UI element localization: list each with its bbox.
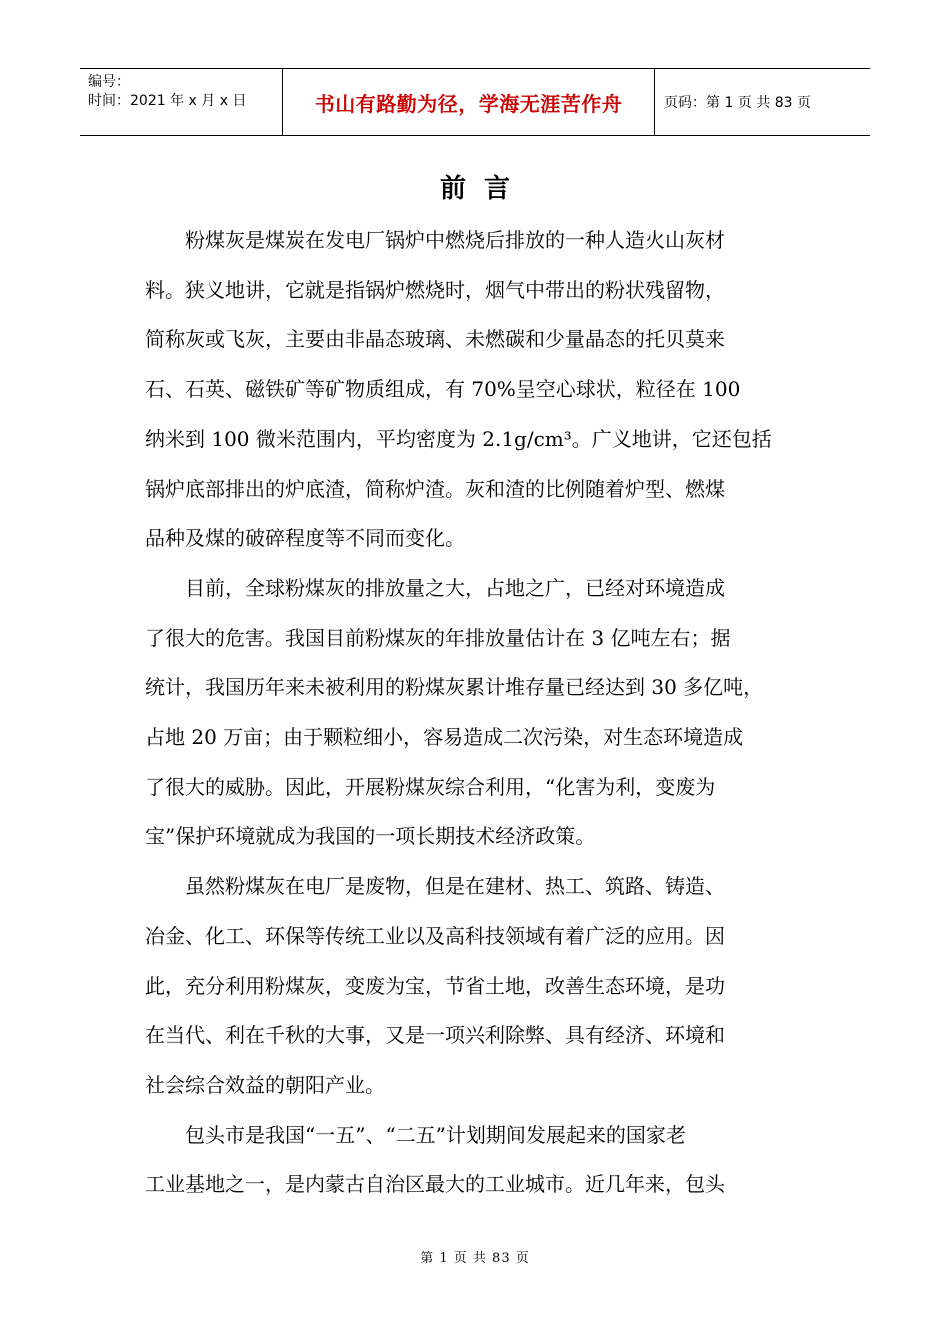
document-title: 前言 [439,174,528,204]
body-line: 在当代、利在千秋的大事，又是一项兴利除弊、具有经济、环境和 [145,1023,725,1048]
document-date-label: 时间：2021 年 x 月 x 日 [88,93,247,109]
header-table [80,68,870,136]
document-number-label: 编号： [88,74,130,90]
header-page-info: 页码：第 1 页 共 83 页 [664,95,811,111]
body-line: 工业基地之一，是内蒙古自治区最大的工业城市。近几年来，包头 [145,1172,725,1197]
body-line: 粉煤灰是煤炭在发电厂锅炉中燃烧后排放的一种人造火山灰材 [145,228,725,252]
body-line: 简称灰或飞灰，主要由非晶态玻璃、未燃碳和少量晶态的托贝莫来 [145,327,725,352]
document-body [145,216,810,1210]
header-motto: 书山有路勤为径，学海无涯苦作舟 [283,69,655,135]
body-line: 目前，全球粉煤灰的排放量之大，占地之广，已经对环境造成 [145,575,725,600]
body-line: 石、石英、磁铁矿等矿物质组成，有 70%呈空心球状，粒径在 100 [145,377,741,402]
body-line: 包头市是我国“一五”、“二五”计划期间发展起来的国家老 [145,1122,686,1147]
body-line: 占地 20 万亩；由于颗粒细小，容易造成二次污染，对生态环境造成 [145,725,744,750]
body-line: 了很大的危害。我国目前粉煤灰的年排放量估计在 3 亿吨左右；据 [145,625,731,650]
body-line: 了很大的威胁。因此，开展粉煤灰综合利用，“化害为利，变废为 [145,774,716,799]
body-line: 社会综合效益的朝阳产业。 [145,1072,385,1097]
body-line: 冶金、化工、环保等传统工业以及高科技领域有着广泛的应用。因 [145,923,725,948]
body-line: 锅炉底部排出的炉底渣，简称炉渣。灰和渣的比例随着炉型、燃煤 [145,476,725,501]
header-meta-cell [80,69,283,135]
body-line: 品种及煤的破碎程度等不同而变化。 [145,526,465,551]
body-line: 宝”保护环境就成为我国的一项长期技术经济政策。 [145,824,596,849]
body-line: 料。狭义地讲，它就是指锅炉燃烧时，烟气中带出的粉状残留物， [145,277,725,302]
page-footer: 第 1 页 共 83 页 [420,1251,530,1266]
body-line: 纳米到 100 微米范围内，平均密度为 2.1g/cm³。广义地讲，它还包括 [145,426,772,451]
body-line: 此，充分利用粉煤灰，变废为宝，节省土地，改善生态环境，是功 [145,973,725,998]
body-line: 统计，我国历年来未被利用的粉煤灰累计堆存量已经达到 30 多亿吨， [145,675,764,700]
body-line: 虽然粉煤灰在电厂是废物，但是在建材、热工、筑路、铸造、 [145,874,725,899]
